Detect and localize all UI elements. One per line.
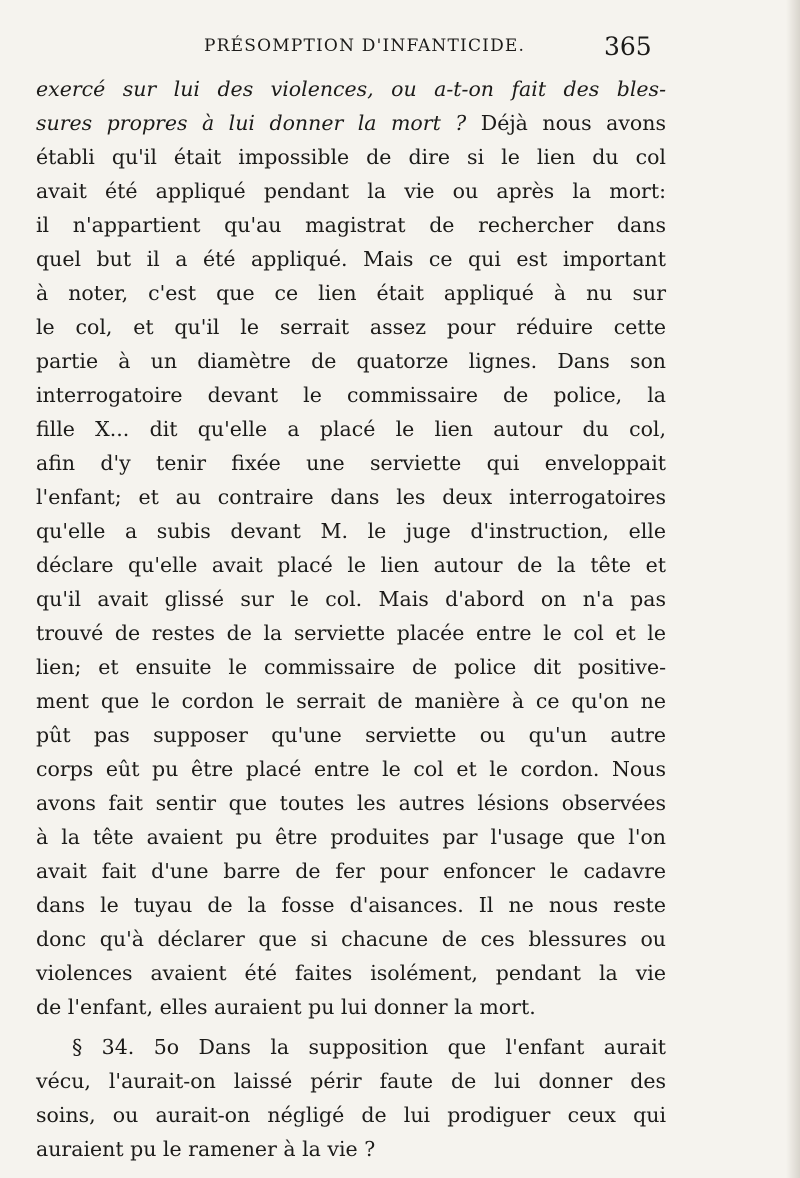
running-head: PRÉSOMPTION D'INFANTICIDE. xyxy=(204,36,526,56)
text-line: trouvé de restes de la serviette placée entre le col et le xyxy=(36,621,666,645)
page-edge-shadow xyxy=(786,0,800,1178)
text-line: corps eût pu être placé entre le col et le cordon. Nous xyxy=(36,757,666,781)
text-line: à la tête avaient pu être produites par l'usage que l'on xyxy=(36,825,666,849)
text-line: interrogatoire devant le commissaire de police, la xyxy=(36,383,666,407)
text-line: quel but il a été appliqué. Mais ce qui est important xyxy=(36,247,666,271)
text-line: partie à un diamètre de quatorze lignes. Dans son xyxy=(36,349,666,373)
text-line: lien; et ensuite le commissaire de police dit positive- xyxy=(36,655,666,679)
text-line: § 34. 5o Dans la supposition que l'enfant aurait xyxy=(72,1035,666,1059)
text-line: exercé sur lui des violences, ou a-t-on fait des bles- xyxy=(36,77,666,101)
text-line: il n'appartient qu'au magistrat de rechercher dans xyxy=(36,213,666,237)
text-line: qu'il avait glissé sur le col. Mais d'abord on n'a pas xyxy=(36,587,666,611)
text-line: à noter, c'est que ce lien était appliqué à nu sur xyxy=(36,281,666,305)
text-line: qu'elle a subis devant M. le juge d'instruction, elle xyxy=(36,519,666,543)
text-line: avait fait d'une barre de fer pour enfoncer le cadavre xyxy=(36,859,666,883)
text-line: de l'enfant, elles auraient pu lui donner la mort. xyxy=(36,995,536,1019)
text-line: vécu, l'aurait-on laissé périr faute de lui donner des xyxy=(36,1069,666,1093)
text-line: afin d'y tenir fixée une serviette qui enveloppait xyxy=(36,451,666,475)
page-number: 365 xyxy=(604,32,652,61)
text-line: avait été appliqué pendant la vie ou après la mort: xyxy=(36,179,666,203)
paragraph-2 xyxy=(36,1030,666,1166)
text-line: avons fait sentir que toutes les autres lésions observées xyxy=(36,791,666,815)
page-header xyxy=(36,30,668,70)
text-line: ment que le cordon le serrait de manière à ce qu'on ne xyxy=(36,689,666,713)
text-line: fille X... dit qu'elle a placé le lien autour du col, xyxy=(36,417,666,441)
text-line: auraient pu le ramener à la vie ? xyxy=(36,1137,376,1161)
body-text xyxy=(36,72,666,1166)
text-line xyxy=(36,106,666,140)
text-line: donc qu'à déclarer que si chacune de ces blessures ou xyxy=(36,927,666,951)
text-line: établi qu'il était impossible de dire si le lien du col xyxy=(36,145,666,169)
text-line: violences avaient été faites isolément, pendant la vie xyxy=(36,961,666,985)
text-line: dans le tuyau de la fosse d'aisances. Il ne nous reste xyxy=(36,893,666,917)
italic-span: sures propres à lui donner la mort ? xyxy=(36,111,467,135)
text-line: le col, et qu'il le serrait assez pour réduire cette xyxy=(36,315,666,339)
text-span: Déjà nous avons xyxy=(466,111,666,135)
paragraph-1 xyxy=(36,72,666,1024)
text-line: soins, ou aurait-on négligé de lui prodiguer ceux qui xyxy=(36,1103,666,1127)
text-line: pût pas supposer qu'une serviette ou qu'un autre xyxy=(36,723,666,747)
text-line: déclare qu'elle avait placé le lien autour de la tête et xyxy=(36,553,666,577)
text-line: l'enfant; et au contraire dans les deux interrogatoires xyxy=(36,485,666,509)
